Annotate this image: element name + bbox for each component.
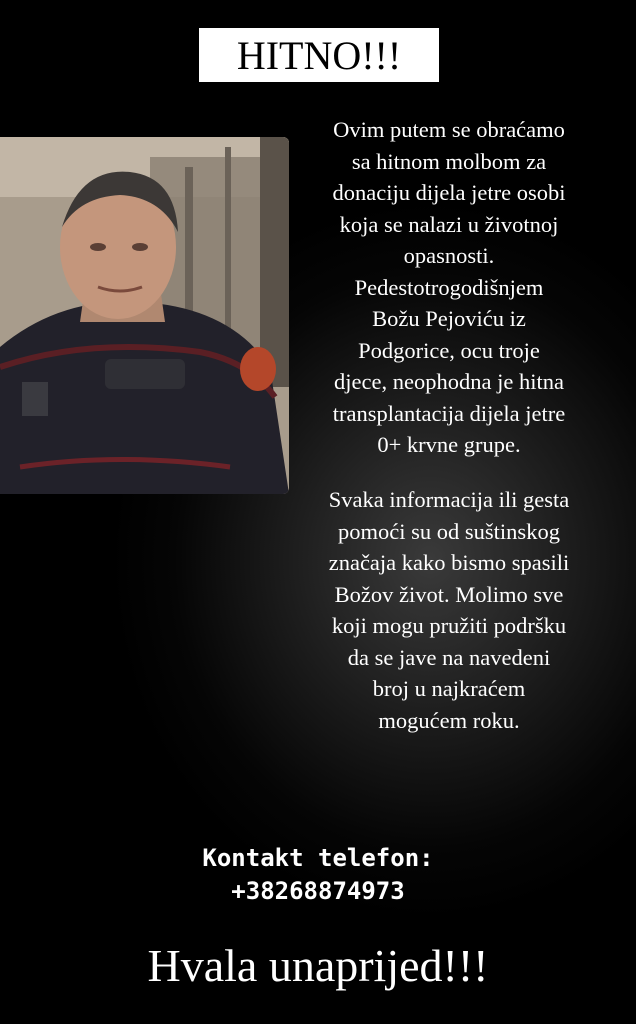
appeal-line: transplantacija dijela jetre	[332, 400, 566, 426]
appeal-line: djece, neophodna je hitna	[334, 369, 564, 394]
person-photo-illustration	[0, 137, 289, 494]
appeal-line: donaciju dijela jetre osobi	[332, 180, 566, 205]
contact-label: Kontakt telefon:	[202, 844, 434, 872]
contact-phone[interactable]: +38268874973	[231, 877, 405, 905]
appeal-line: da se jave na navedeni	[347, 644, 551, 670]
appeal-line: pomoći su od suštinskog	[338, 518, 560, 544]
appeal-line: sa hitnom molbom za	[351, 148, 547, 174]
appeal-line: koja se nalazi u životnoj	[339, 211, 559, 237]
person-photo	[0, 137, 289, 494]
appeal-line: Pedestotrogodišnjem	[354, 274, 544, 300]
appeal-line: Svaka informacija ili gesta	[328, 487, 570, 512]
appeal-line: mogućem roku.	[378, 707, 520, 733]
page-title: HITNO!!!	[199, 28, 439, 82]
appeal-line: koji mogu pružiti podršku	[331, 613, 567, 638]
appeal-line: Ovim putem se obraćamo	[333, 117, 565, 142]
appeal-line: broj u najkraćem	[372, 676, 526, 701]
appeal-line: Božov život. Molimo sve	[334, 581, 564, 607]
appeal-paragraph-1	[290, 114, 608, 461]
appeal-paragraph-2	[290, 484, 608, 736]
contact-section	[0, 842, 636, 908]
thanks-message: Hvala unaprijed!!!	[147, 940, 489, 991]
appeal-line: opasnosti.	[403, 243, 495, 268]
appeal-line: Božu Pejoviću iz	[372, 306, 526, 331]
appeal-line: značaja kako bismo spasili	[328, 550, 570, 575]
appeal-line: 0+ krvne grupe.	[377, 432, 521, 457]
appeal-line: Podgorice, ocu troje	[358, 337, 540, 363]
